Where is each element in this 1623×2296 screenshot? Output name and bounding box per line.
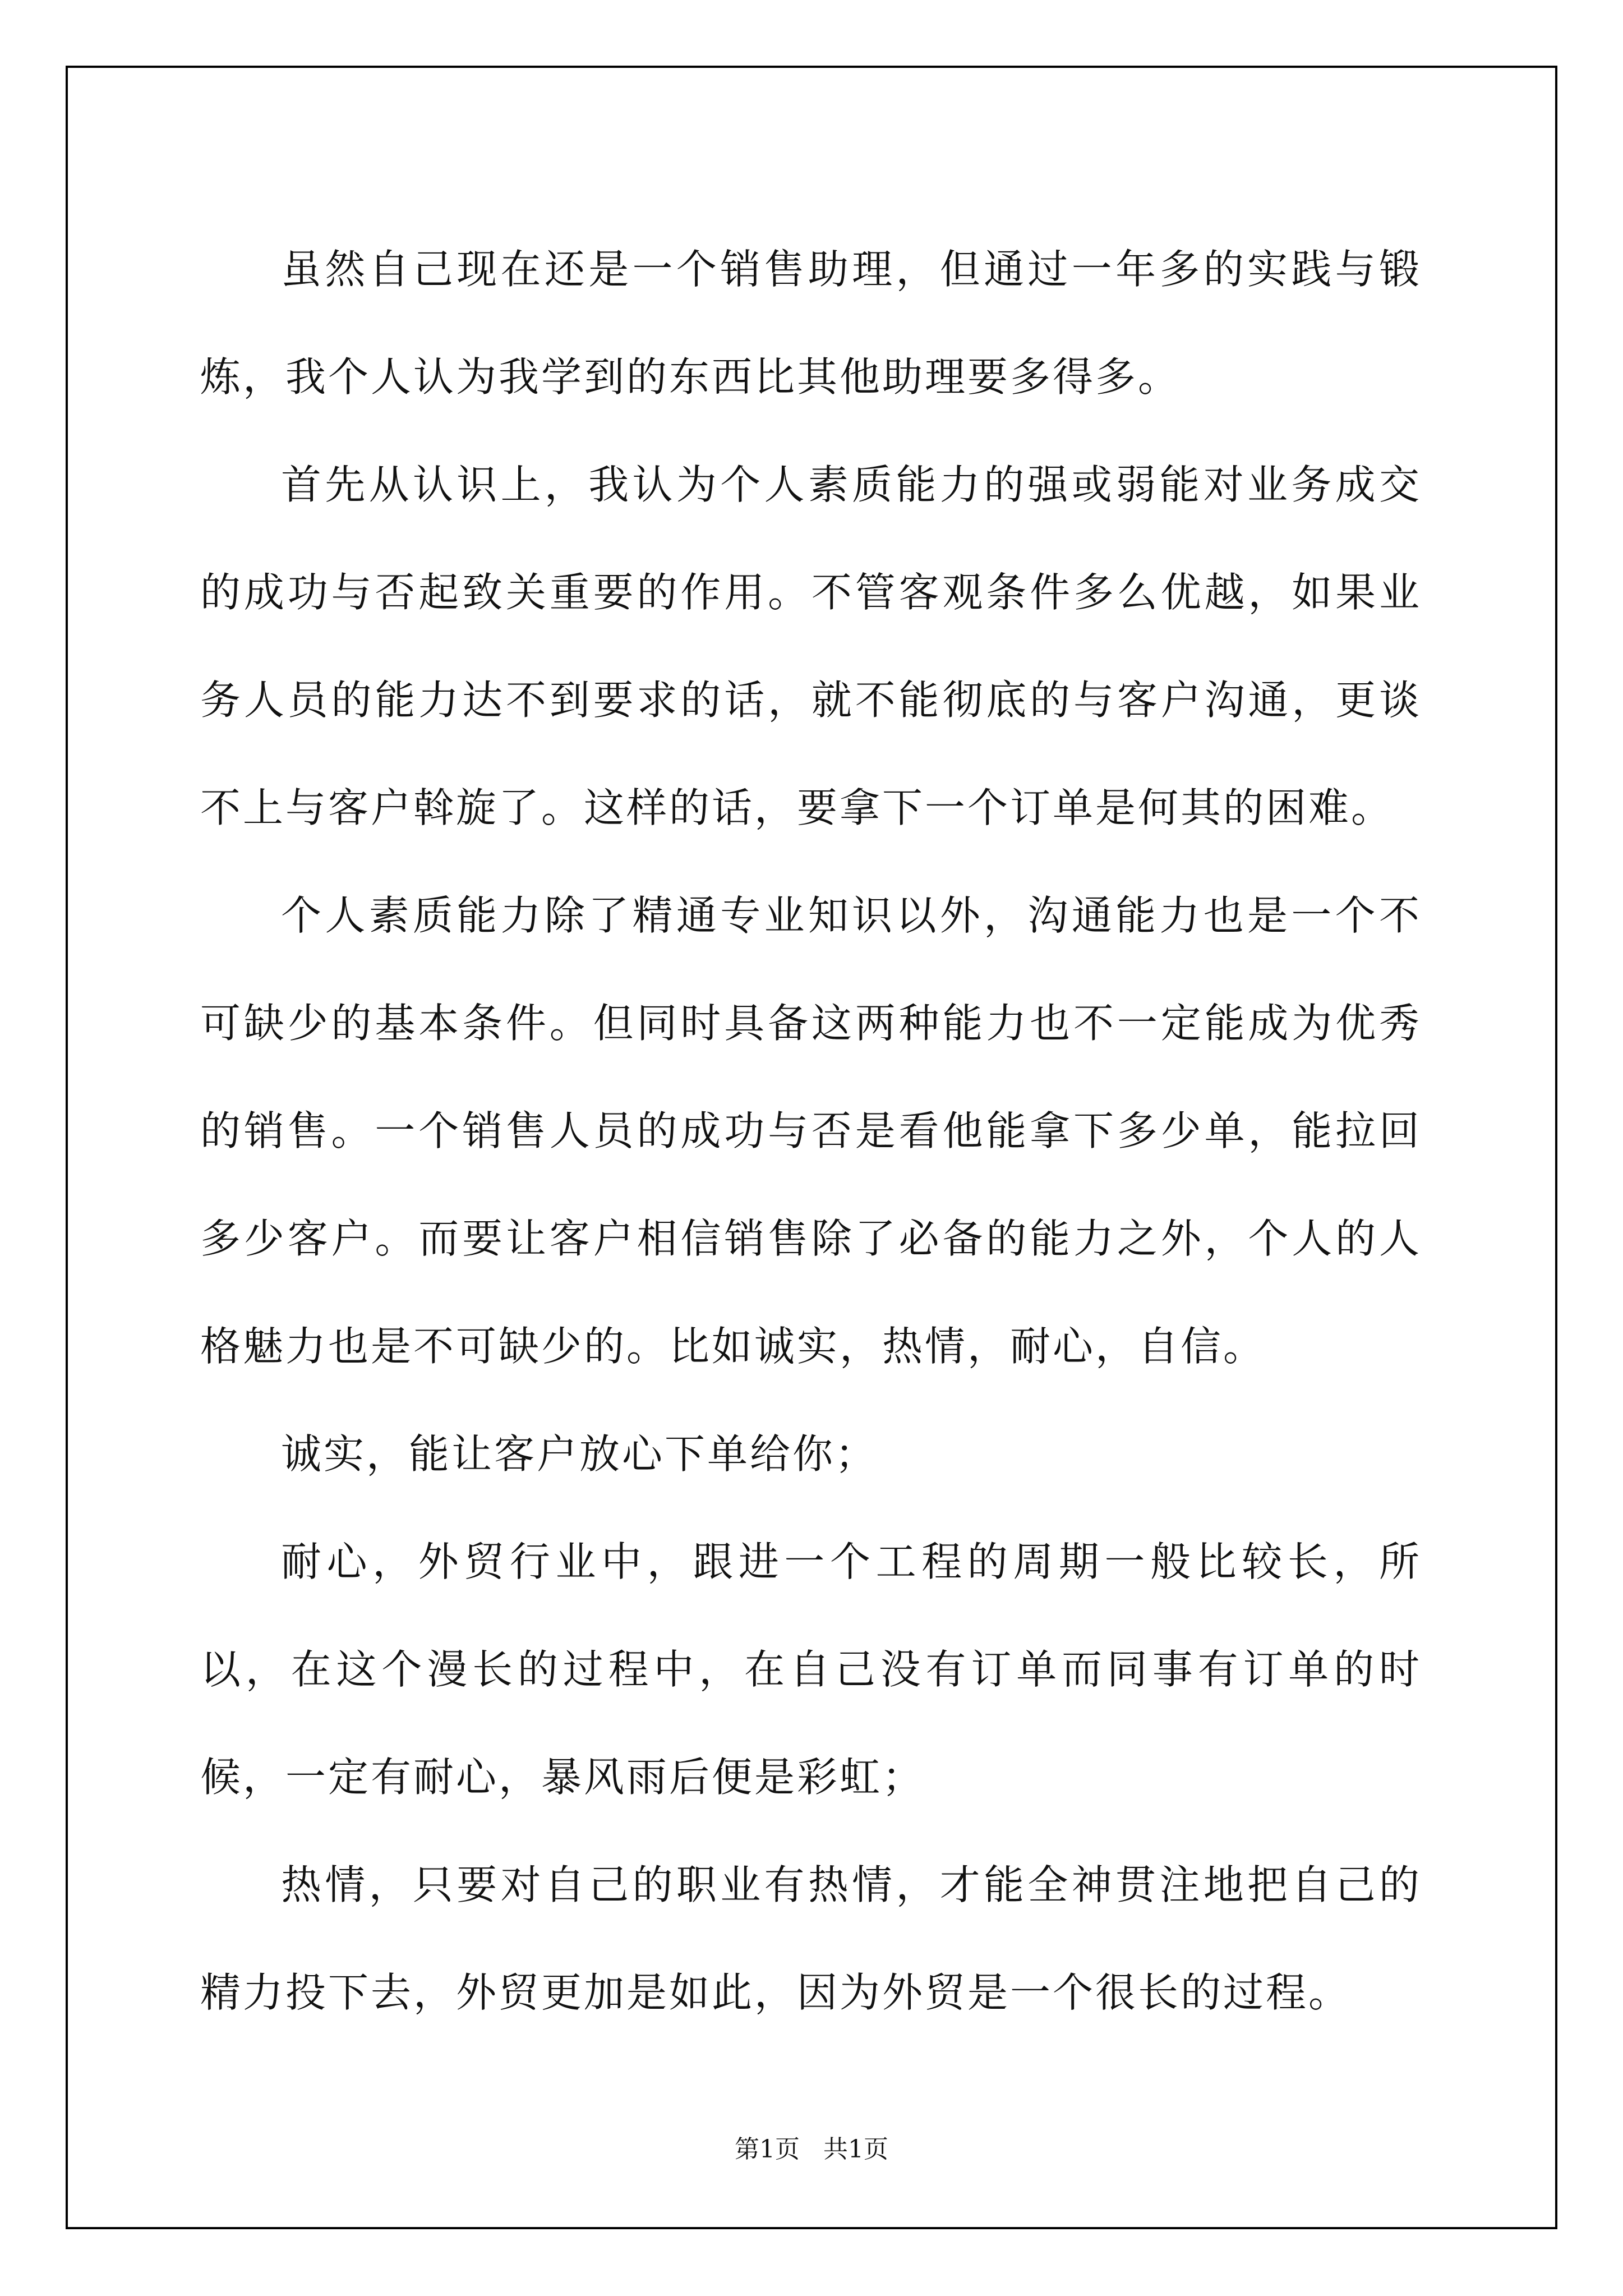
paragraph: 耐心，外贸行业中，跟进一个工程的周期一般比较长，所以，在这个漫长的过程中，在自己没有订单而同事有订单的时候，一定有耐心，暴风雨后便是彩虹； bbox=[200, 1538, 1422, 1801]
paragraph: 虽然自己现在还是一个销售助理，但通过一年多的实践与锻炼，我个人认为我学到的东西比其他助理要多得多。 bbox=[200, 246, 1422, 401]
paragraph: 热情，只要对自己的职业有热情，才能全神贯注地把自己的精力投下去，外贸更加是如此，因为外贸是一个很长的过程。 bbox=[200, 1861, 1422, 2016]
paragraph: 首先从认识上，我认为个人素质能力的强或弱能对业务成交的成功与否起致关重要的作用。不管客观条件多么优越，如果业务人员的能力达不到要求的话，就不能彻底的与客户沟通，更谈不上与客户斡旋了。这样的话，要拿下一个订单是何其的困难。 bbox=[200, 461, 1422, 831]
paragraph: 个人素质能力除了精通专业知识以外，沟通能力也是一个不可缺少的基本条件。但同时具备这两种能力也不一定能成为优秀的销售。一个销售人员的成功与否是看他能拿下多少单，能拉回多少客户。而要让客户相信销售除了必备的能力之外，个人的人格魅力也是不可缺少的。比如诚实，热情，耐心，自信。 bbox=[200, 892, 1422, 1370]
document-body bbox=[200, 215, 1422, 2046]
page-footer: 第1页 共1页 bbox=[735, 2135, 888, 2164]
paragraph: 诚实，能让客户放心下单给你； bbox=[281, 1430, 878, 1478]
